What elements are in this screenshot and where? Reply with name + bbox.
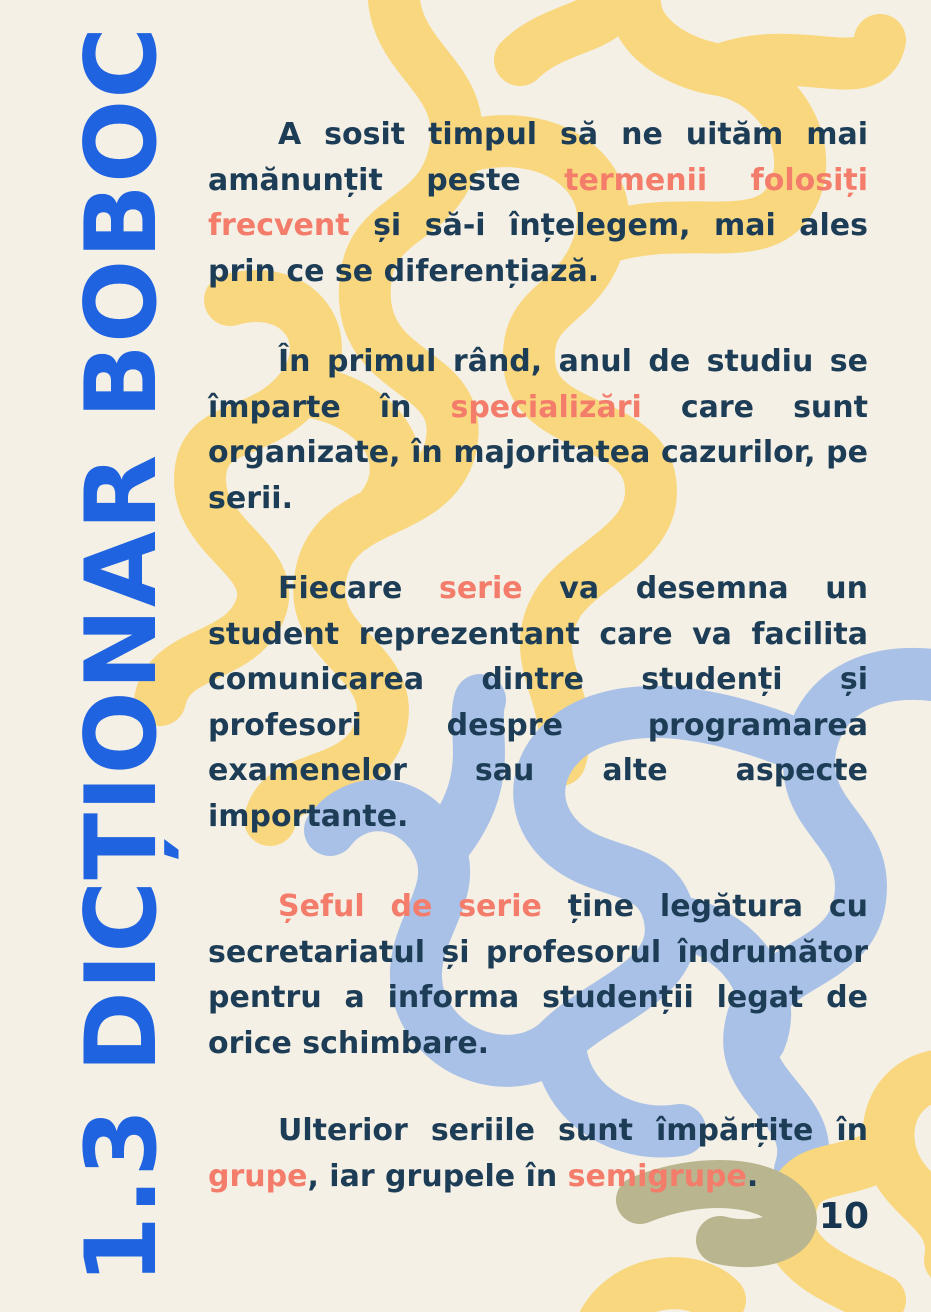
paragraph-2 [208, 339, 868, 521]
highlight-serie: serie [438, 571, 523, 606]
highlight-semigrupe: semigrupe [567, 1158, 747, 1194]
highlight-grupe: grupe [208, 1158, 308, 1194]
paragraph-2-text: În primul rând, anul de studiu se împarte în [208, 344, 868, 425]
paragraph-5 [208, 1108, 868, 1199]
paragraph-4 [208, 884, 868, 1066]
paragraph-1-text: A sosit timpul să ne uităm mai amănunțit peste [208, 117, 868, 198]
highlight-specializari: specializări [450, 389, 642, 425]
highlight-termeni: termenii folosiți frecvent [208, 162, 868, 243]
paragraph-5-text-mid: , iar grupele în [307, 1158, 568, 1194]
paragraph-1-text-end: și să-i înțelegem, mai ales prin ce se diferențiază. [208, 208, 868, 289]
paragraph-3 [208, 566, 868, 839]
paragraph-3-text-end: va desemna un student reprezentant care va facilita comunicarea dintre studenți și profesori despre programarea examenelor sau alte aspecte importante. [208, 571, 868, 834]
page-number: 10 [818, 1196, 869, 1237]
paragraph-2-text-end: care sunt organizate, în majoritatea cazurilor, pe serii. [208, 389, 868, 516]
paragraph-4-text-end: ține legătura cu secretariatul și profesorul îndrumător pentru a informa studenții legat de orice schimbare. [208, 889, 869, 1061]
page-title: 1.3 DICȚIONAR BOBOC [65, 25, 179, 1285]
main-text [208, 112, 868, 1244]
paragraph-5-text: Ulterior seriile sunt împărțite în [278, 1113, 868, 1148]
paragraph-1 [208, 112, 868, 294]
paragraph-3-text: Fiecare [278, 571, 439, 606]
paragraph-5-text-end: . [746, 1158, 759, 1194]
highlight-seful-de-serie: Șeful de serie [278, 889, 542, 924]
